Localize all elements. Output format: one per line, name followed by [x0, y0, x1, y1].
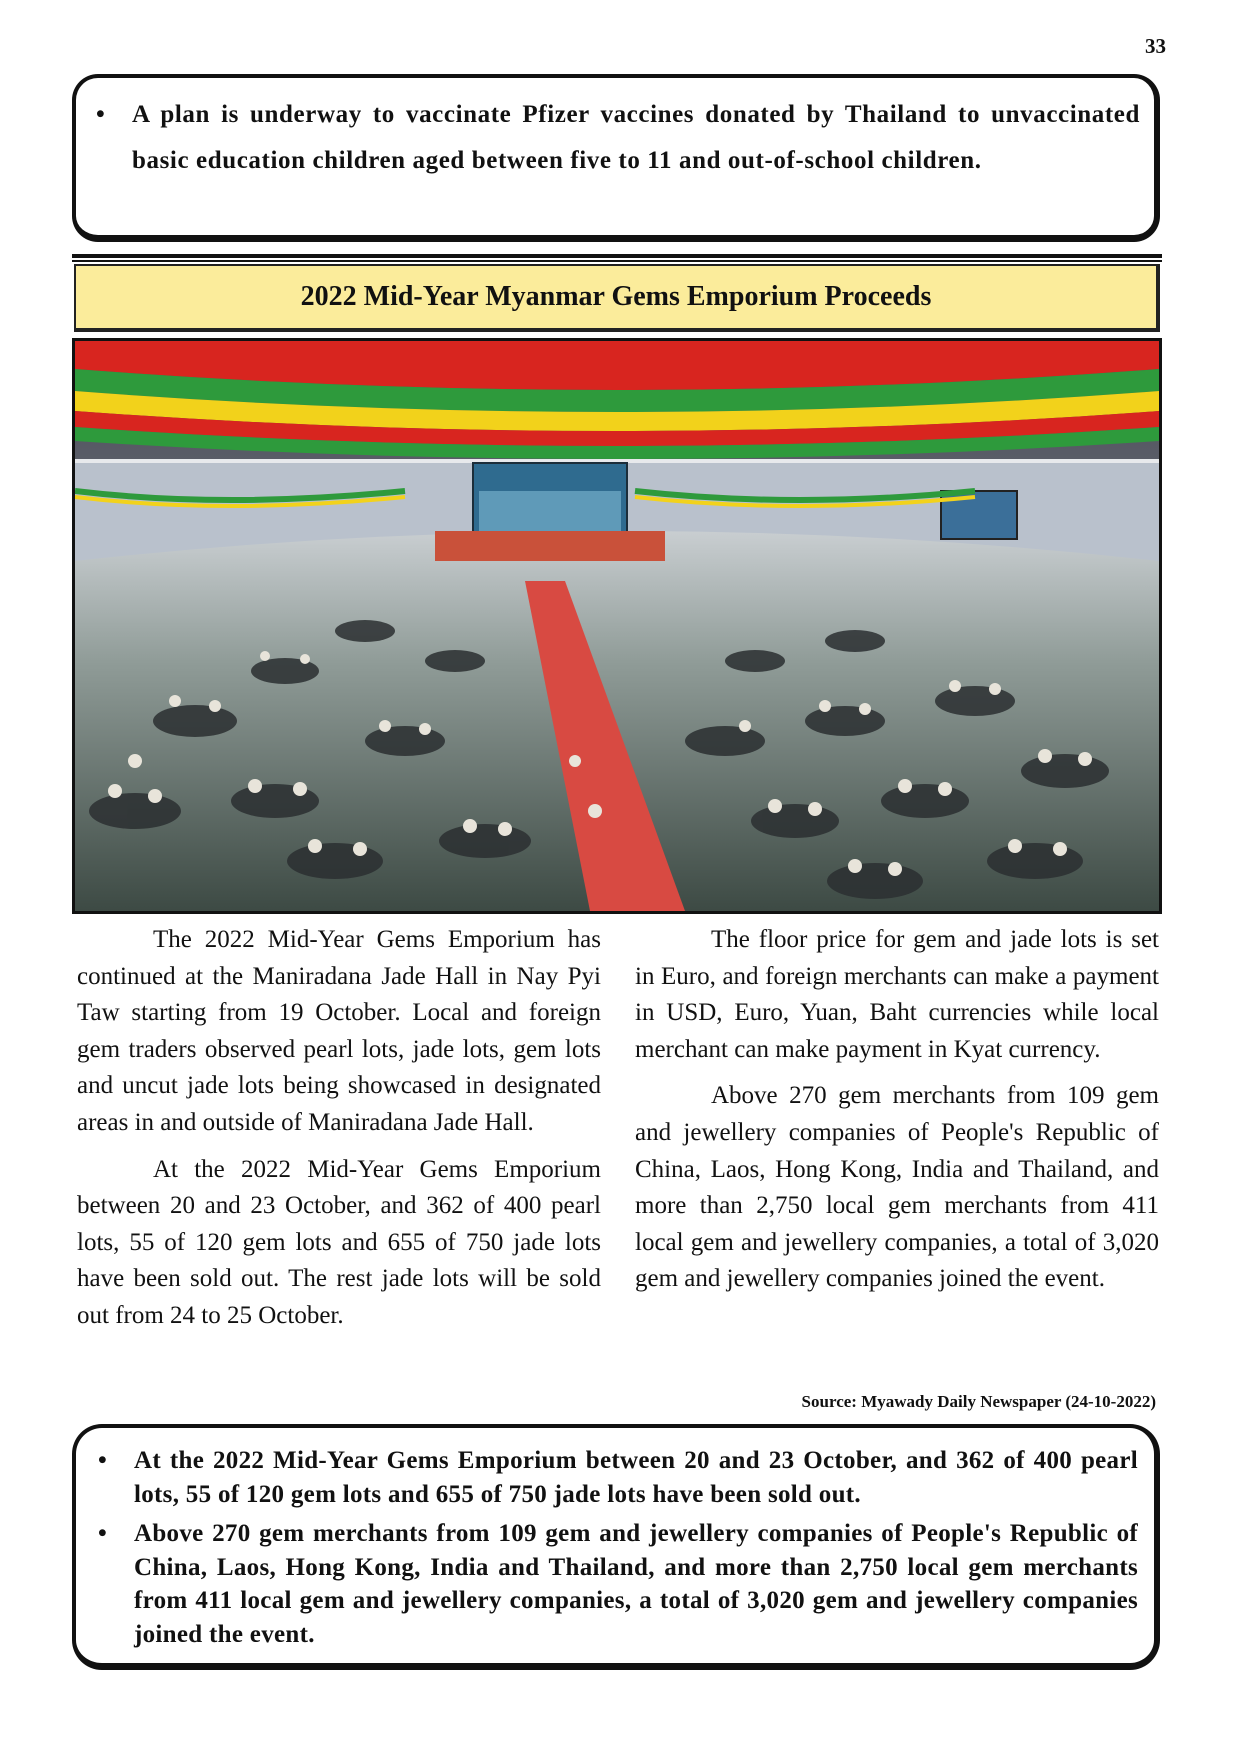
article-photo: [72, 338, 1162, 914]
article-title: 2022 Mid-Year Myanmar Gems Emporium Proceeds: [74, 264, 1160, 332]
summary-bullet: • At the 2022 Mid-Year Gems Emporium between 20 and 23 October, and 362 of 400 pearl lots, 55 of 120 gem lots and 655 of 750 jade lots have been sold out.: [134, 1444, 1138, 1511]
paragraph: The 2022 Mid-Year Gems Emporium has continued at the Maniradana Jade Hall in Nay Pyi Taw starting from 19 October. Local and foreign gem traders observed pearl lots, jade lots, gem lots and uncut jade lots being showcased in designated areas in and outside of Maniradana Jade Hall.: [77, 926, 601, 1136]
summary-box: [72, 1424, 1160, 1670]
article-column-left: [77, 922, 601, 1345]
highlight-box-top: [72, 74, 1160, 242]
page-number: 33: [1145, 34, 1166, 58]
source-credit: Source: Myawady Daily Newspaper (24-10-2022): [801, 1392, 1156, 1411]
divider-thin: [72, 260, 1162, 262]
paragraph: The floor price for gem and jade lots is set in Euro, and foreign merchants can make a payment in USD, Euro, Yuan, Baht currencies while local merchant can make payment in Kyat currency.: [635, 926, 1159, 1063]
divider-thick: [72, 254, 1162, 258]
paragraph: At the 2022 Mid-Year Gems Emporium between 20 and 23 October, and 362 of 400 pearl lots, 55 of 120 gem lots and 655 of 750 jade lots have been sold out. The rest jade lots will be sold out from 24 to 25 October.: [77, 1155, 601, 1329]
summary-bullet: • Above 270 gem merchants from 109 gem and jewellery companies of People's Republic of China, Laos, Hong Kong, India and Thailand, and more than 2,750 local gem merchants from 411 local gem and jewellery companies, a total of 3,020 gem and jewellery companies joined the event.: [134, 1517, 1138, 1651]
article-column-right: [635, 922, 1159, 1308]
top-bullet: • A plan is underway to vaccinate Pfizer vaccines donated by Thailand to unvaccinated basic education children aged between five to 11 and out-of-school children.: [132, 92, 1140, 184]
paragraph: Above 270 gem merchants from 109 gem and jewellery companies of People's Republic of China, Laos, Hong Kong, India and Thailand, and more than 2,750 local gem merchants from 411 local gem and jewellery companies, a total of 3,020 gem and jewellery companies joined the event.: [635, 1082, 1159, 1293]
